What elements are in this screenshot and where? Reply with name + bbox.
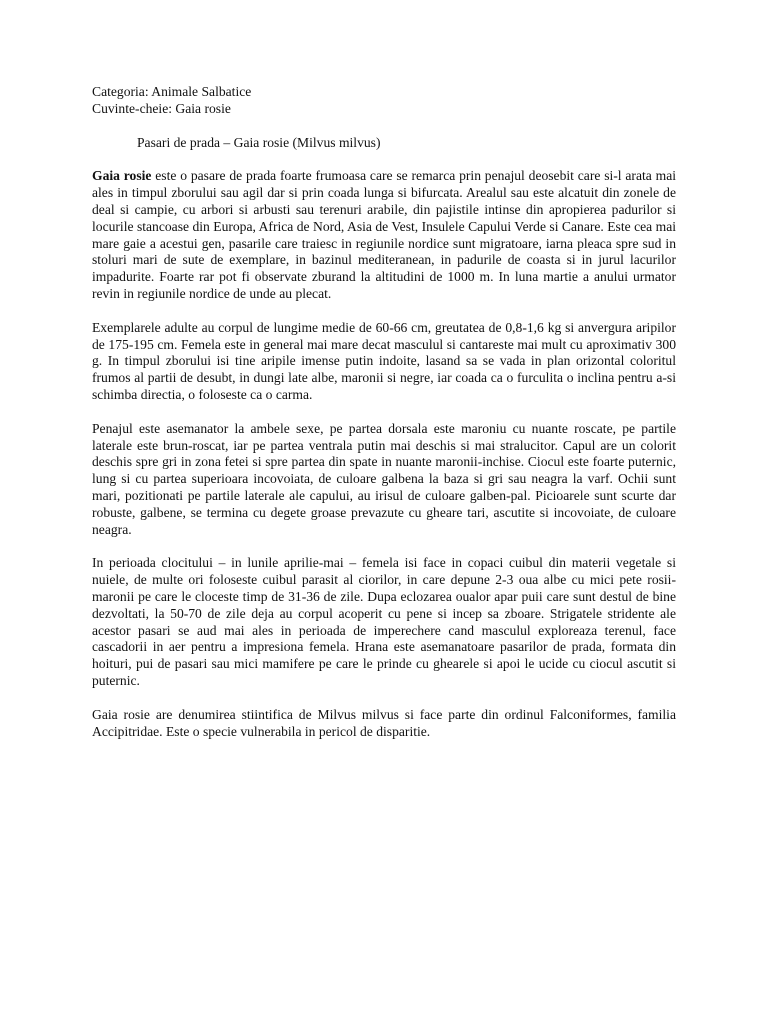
category-line: Categoria: Animale Salbatice (92, 84, 252, 99)
document-page (92, 84, 676, 740)
paragraph-lead-term: Gaia rosie (92, 168, 152, 184)
paragraph-dimensions: Exemplarele adulte au corpul de lungime medie de 60-66 cm, greutatea de 0,8-1,6 kg si anvergura aripilor de 175-195 cm. Femela este in general mai mare decat masculul si cantareste mai mult cu aproximativ 300 g. In timpul zborului isi tine aripile imense putin indoite, lasand sa se vada in plan orizontal coloritul frumos al partii de desubt, in dungi late albe, maronii si negre, iar coada ca o furculita o inclina pentru a-si schimba directia, o foloseste ca o carma. (92, 319, 676, 402)
paragraph-intro-text: este o pasare de prada foarte frumoasa care se remarca prin penajul deosebit care si-l arata mai ales in timpul zborului sau agil dar si prin coada lunga si bifurcata. Arealul sau este alcatuit din zonele de deal si campie, cu arbori si arbusti sau terenuri arabile, din pajistile intinse din apropierea padurilor si locurile stancoase din Europa, Africa de Nord, Asia de Vest, Insulele Capului Verde si Canare. Este cea mai mare gaie a acestui gen, pasarile care traiesc in regiunile nordice sunt migratoare, iarna pleaca spre sud in stoluri mari de sute de exemplare, in bazinul mediteranean, in padurile de coasta si in jurul lacurilor impadurite. Foarte rar pot fi observate zburand la altitudini de 1000 m. In luna martie a anului urmator revin in regiunile nordice de unde au plecat. (92, 168, 676, 301)
keywords-line: Cuvinte-cheie: Gaia rosie (92, 100, 231, 116)
paragraph-intro (92, 168, 676, 302)
paragraph-plumage: Penajul este asemanator la ambele sexe, pe partea dorsala este maroniu cu nuante roscate, pe partile laterale este brun-roscat, iar pe partea ventrala putin mai deschis si mai stralucitor. Capul are un colorit deschis spre gri in zona fetei si spre partea din spate in nuante maronii-inchise. Ciocul este foarte puternic, lung si cu partea superioara incovoiata, de culoare galbena la baza si gri sau neagra la varf. Ochii sunt mari, pozitionati pe partile laterale ale capului, au irisul de culoare galben-pal. Picioarele sunt scurte dar robuste, galbene, se termina cu degete groase prevazute cu gheare tari, ascutite si incovoiate, de culoare neagra. (92, 420, 676, 537)
article-heading: Pasari de prada – Gaia rosie (Milvus milvus) (137, 134, 381, 150)
paragraph-breeding: In perioada clocitului – in lunile aprilie-mai – femela isi face in copaci cuibul din materii vegetale si nuiele, de multe ori foloseste cuibul parasit al ciorilor, in care depune 2-3 oua albe cu mici pete rosii-maronii pe care le cloceste timp de 31-36 de zile. Dupa eclozarea oualor apar puii care sunt destul de bine dezvoltati, la 50-70 de zile deja au corpul acoperit cu pene si incep sa zboare. Strigatele stridente ale acestor pasari se aud mai ales in perioada de imperechere cand masculul exploreaza terenul, face cascadorii in aer pentru a impresiona femela. Hrana este asemanatoare pasarilor de prada, formata din hoituri, pui de pasari sau mici mamifere pe care le prinde cu ghearele si apoi le ucide cu ciocul ascutit si puternic. (92, 555, 676, 688)
paragraph-classification: Gaia rosie are denumirea stiintifica de Milvus milvus si face parte din ordinul Falconiformes, familia Accipitridae. Este o specie vulnerabila in pericol de disparitie. (92, 706, 676, 739)
